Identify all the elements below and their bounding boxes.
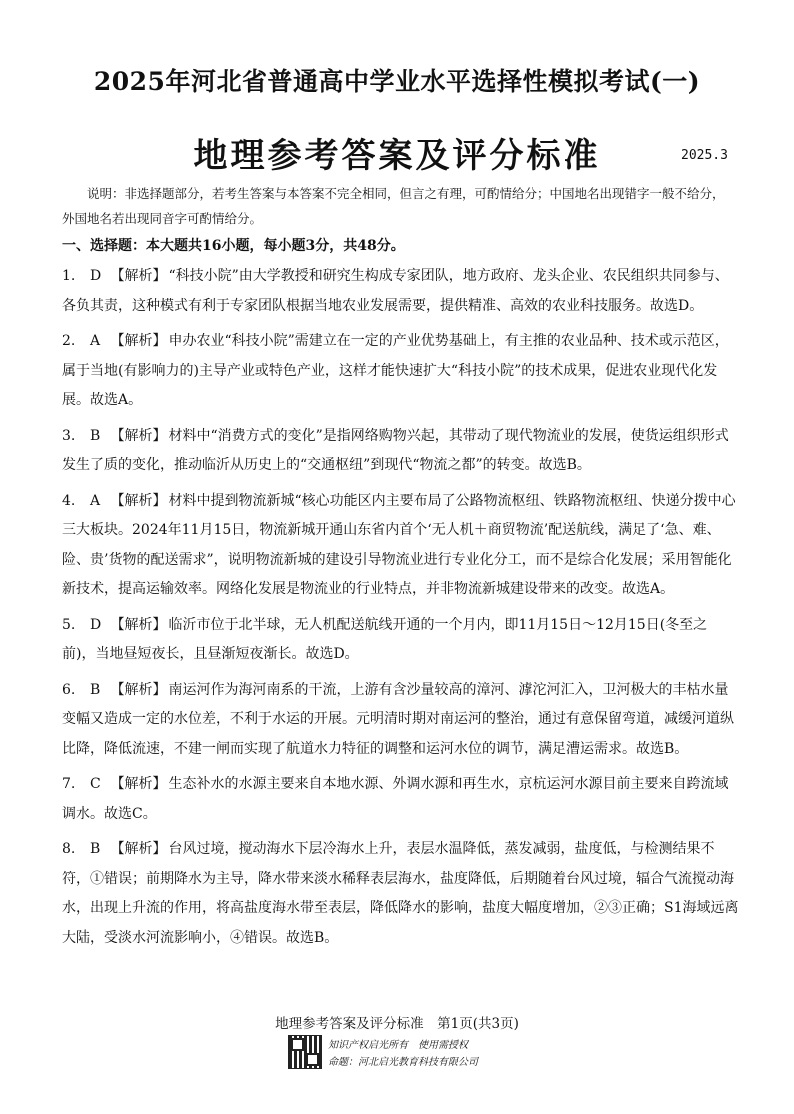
section-heading: 一、选择题：本大题共16小题，每小题3分，共48分。 xyxy=(62,238,405,254)
analysis-tag: 【解析】 xyxy=(110,776,167,792)
answer-number: 6. xyxy=(62,681,76,698)
analysis-text: 申办农业“科技小院”需建立在一定的产业优势基础上，有主推的农业品种、技术或示范区，属于当地(有影响力的)主导产业或特色产业，这样才能快速扩大“科技小院”的技术成果，促进农业现代化发展。故选A。 xyxy=(62,333,729,408)
analysis-tag: 【解析】 xyxy=(110,616,167,633)
analysis-tag: 【解析】 xyxy=(110,333,167,349)
answer-choice: B xyxy=(90,841,101,857)
answer-number: 7. xyxy=(62,776,76,792)
answer-choice: C xyxy=(90,776,101,792)
answer-item xyxy=(62,770,740,829)
answer-number: 8. xyxy=(62,841,76,857)
answer-number: 2. xyxy=(62,333,76,349)
document-date: 2025.3 xyxy=(681,148,728,163)
answer-number: 1. xyxy=(62,268,76,284)
analysis-text: 材料中“消费方式的变化”是指网络购物兴起，其带动了现代物流业的发展，使货运组织形式发生了质的变化，推动临沂从历史上的“交通枢纽”到现代“物流之都”的转变。故选B。 xyxy=(62,427,729,473)
analysis-tag: 【解析】 xyxy=(110,681,167,698)
analysis-tag: 【解析】 xyxy=(110,492,167,509)
answer-choice: B xyxy=(90,681,101,698)
analysis-text: 南运河作为海河南系的干流，上游有含沙量较高的漳河、滹沱河汇入，卫河极大的丰枯水量变幅又造成一定的水位差，不利于水运的开展。元明清时期对南运河的整治，通过有意保留弯道，减缓河道纵比降，降低流速，不建一闸而实现了航道水力特征的调整和运河水位的调节，满足漕运需求。故选B。 xyxy=(62,681,734,757)
exam-title: 2025年河北省普通高中学业水平选择性模拟考试(一) xyxy=(93,67,701,96)
document-title: 地理参考答案及评分标准 xyxy=(193,136,601,176)
analysis-text: 材料中提到物流新城“核心功能区内主要布局了公路物流枢纽、铁路物流枢纽、快递分拨中心三大板块。2024年11月15日，物流新城开通山东省内首个‘无人机＋商贸物流’配送航线，满足了‘急、难、险、贵’货物的配送需求”，说明物流新城的建设引导物流业进行专业化分工，而不是综合化发展；采用智能化新技术，提高运输效率。网络化发展是物流业的行业特点，并非物流新城建设带来的改变。故选A。 xyxy=(62,492,736,597)
answer-choice: A xyxy=(90,492,101,509)
answer-choice: A xyxy=(90,333,101,349)
analysis-tag: 【解析】 xyxy=(110,841,167,857)
answer-item xyxy=(62,422,740,481)
author-line: 命题：河北启光教育科技有限公司 xyxy=(328,1057,478,1068)
answer-item xyxy=(62,262,740,321)
analysis-text: 临沂市位于北半球，无人机配送航线开通的一个月内，即11月15日～12月15日(冬至之前)，当地昼短夜长，且昼渐短夜渐长。故选D。 xyxy=(62,616,708,662)
answer-choice: D xyxy=(90,268,102,284)
answer-item xyxy=(62,327,740,416)
answer-choice: B xyxy=(90,427,101,444)
page-footer: 地理参考答案及评分标准 第1页(共3页) xyxy=(275,1016,519,1032)
answer-number: 3. xyxy=(62,427,76,444)
answer-item xyxy=(62,835,740,953)
analysis-tag: 【解析】 xyxy=(110,268,167,284)
analysis-text: 台风过境，搅动海水下层冷海水上升，表层水温降低，蒸发减弱，盐度低，与检测结果不符，①错误；前期降水为主导，降水带来淡水稀释表层海水，盐度降低，后期随着台风过境，辐合气流搅动海水，出现上升流的作用，将高盐度海水带至表层，降低降水的影响，盐度大幅度增加，②③正确；S1海域远离大陆，受淡水河流影响小，④错误。故选B。 xyxy=(62,841,739,946)
answer-item xyxy=(62,487,740,605)
answer-list xyxy=(62,262,740,959)
answer-item xyxy=(62,676,740,765)
answer-number: 5. xyxy=(62,616,76,633)
analysis-text: “科技小院”由大学教授和研究生构成专家团队，地方政府、龙头企业、农民组织共同参与、各负其责，这种模式有利于专家团队根据当地农业发展需要，提供精准、高效的农业科技服务。故选D。 xyxy=(62,268,729,314)
analysis-text: 生态补水的水源主要来自本地水源、外调水源和再生水，京杭运河水源目前主要来自跨流域调水。故选C。 xyxy=(62,776,729,822)
answer-item xyxy=(62,611,740,670)
analysis-tag: 【解析】 xyxy=(110,427,167,444)
copyright-line: 知识产权启光所有 使用需授权 xyxy=(328,1040,468,1051)
answer-number: 4. xyxy=(62,492,76,509)
footer-credit xyxy=(288,1035,508,1069)
scoring-note: 说明：非选择题部分，若考生答案与本答案不完全相同，但言之有理，可酌情给分；中国地名出现错字一般不给分，外国地名若出现同音字可酌情给分。 xyxy=(62,186,725,226)
qr-code-icon xyxy=(288,1035,322,1069)
answer-choice: D xyxy=(90,616,102,633)
